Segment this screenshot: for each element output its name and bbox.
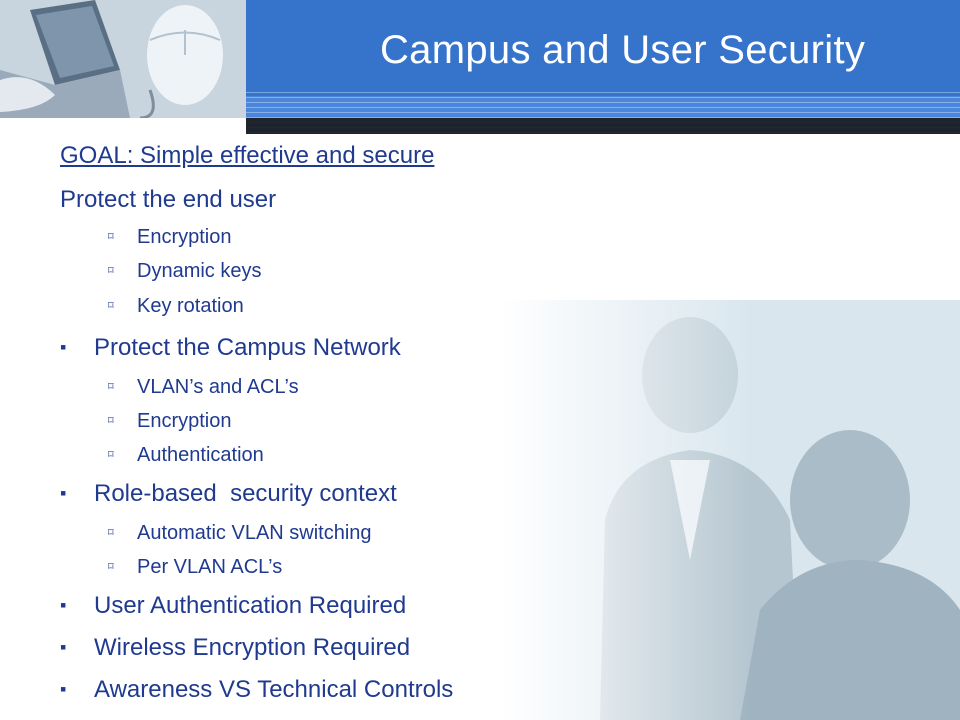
- bullet-text: Key rotation: [137, 295, 244, 317]
- small-bullet-icon: ⌑: [108, 527, 114, 539]
- square-bullet-icon: ▪: [60, 595, 67, 615]
- header-image: [0, 0, 246, 118]
- bullet-text: Protect the end user: [60, 186, 277, 213]
- bullet-text: User Authentication Required: [94, 592, 407, 619]
- square-bullet-icon: ▪: [60, 483, 67, 503]
- bullet-item-level2: [108, 444, 264, 467]
- small-bullet-icon: ⌑: [108, 561, 114, 573]
- bullet-text: Encryption: [137, 226, 232, 248]
- small-bullet-icon: ⌑: [108, 265, 114, 277]
- bullet-item-level1: [60, 334, 401, 362]
- square-bullet-icon: ▪: [60, 679, 67, 699]
- bullet-item-level1: [60, 634, 410, 662]
- goal-heading: GOAL: Simple effective and secure: [60, 142, 435, 169]
- bullet-text: Dynamic keys: [137, 260, 262, 282]
- bullet-text: Encryption: [137, 410, 232, 432]
- bullet-text: VLAN’s and ACL’s: [137, 376, 299, 398]
- bullet-text: Protect the Campus Network: [94, 334, 401, 361]
- small-bullet-icon: ⌑: [108, 300, 114, 312]
- small-bullet-icon: ⌑: [108, 381, 114, 393]
- slide-title: Campus and User Security: [380, 28, 866, 72]
- small-bullet-icon: ⌑: [108, 415, 114, 427]
- bullet-text: Per VLAN ACL’s: [137, 556, 283, 578]
- bullet-item-level0: [60, 186, 276, 214]
- bullet-item-level2: [108, 522, 372, 545]
- small-bullet-icon: ⌑: [108, 449, 114, 461]
- bullet-item-level2: [108, 410, 232, 433]
- bullet-item-level2: [108, 556, 282, 579]
- bullet-text: Authentication: [137, 444, 264, 466]
- bullet-text: Wireless Encryption Required: [94, 634, 411, 661]
- bullet-item-level2: [108, 295, 244, 318]
- bullet-item-level1: [60, 480, 397, 508]
- bullet-item-level2: [108, 226, 232, 249]
- bullet-item-level1: [60, 676, 453, 704]
- bullet-text: Awareness VS Technical Controls: [94, 676, 454, 703]
- bullet-item-level1: [60, 592, 406, 620]
- header-shadow-bar: [246, 118, 960, 134]
- square-bullet-icon: ▪: [60, 637, 67, 657]
- laptop-mouse-icon: [0, 0, 246, 118]
- bullet-text: Role-based security context: [94, 480, 397, 507]
- square-bullet-icon: ▪: [60, 337, 67, 357]
- bullet-item-level2: [108, 260, 261, 283]
- bullet-text: Automatic VLAN switching: [137, 522, 372, 544]
- bullet-item-level2: [108, 376, 299, 399]
- small-bullet-icon: ⌑: [108, 231, 114, 243]
